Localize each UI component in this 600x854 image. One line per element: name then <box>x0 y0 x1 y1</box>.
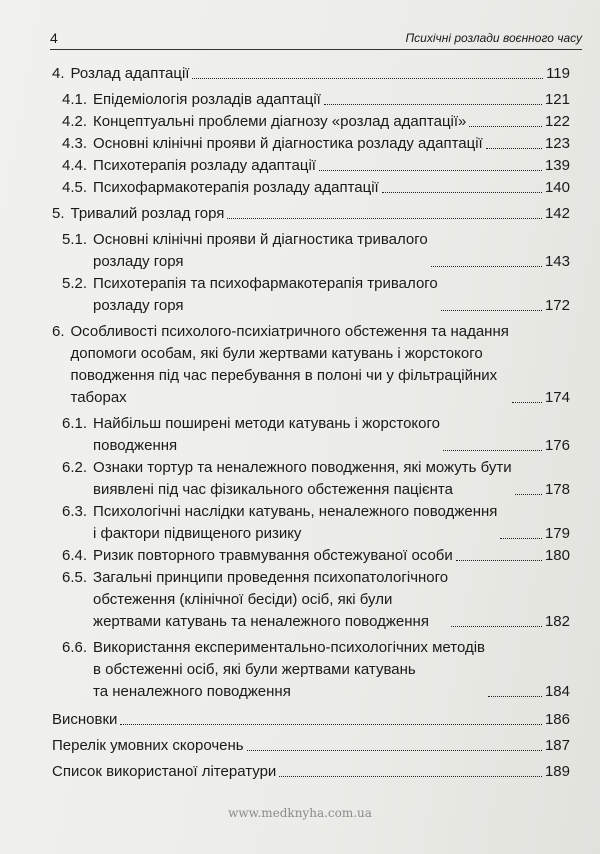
toc-leader-dots <box>441 310 542 311</box>
toc-entry-line: поводження під час перебування в полоні чи у фільтраційних <box>70 367 498 384</box>
toc-entry-number: 6. <box>52 323 65 340</box>
toc-entry-line: Психотерапія розладу адаптації <box>93 157 316 174</box>
toc-entry-title <box>52 321 509 409</box>
toc-entry-title <box>52 761 276 783</box>
toc-leader-dots <box>431 266 542 267</box>
toc-entry-number: 4.5. <box>62 179 88 196</box>
toc-entry-line: Розлад адаптації <box>70 65 190 82</box>
toc-entry-title <box>62 501 497 545</box>
toc-entry-page: 119 <box>546 65 570 82</box>
toc-entry-number: 6.6. <box>62 639 88 656</box>
toc-entry-line: Ризик повторного травмування обстежуваної особи <box>93 547 453 564</box>
toc-entry <box>52 177 570 199</box>
toc-entry <box>52 273 570 317</box>
toc-entry-line: і фактори підвищеного ризику <box>93 525 302 542</box>
toc-entry-line: виявлені під час фізикального обстеження пацієнта <box>93 481 453 498</box>
toc-leader-dots <box>456 560 542 561</box>
running-header <box>50 30 582 50</box>
toc-entry <box>52 567 570 633</box>
toc-entry-title <box>52 63 189 85</box>
toc-entry <box>52 203 570 225</box>
toc-entry-title <box>62 457 512 501</box>
toc-entry-title <box>62 177 379 199</box>
toc-entry-title <box>62 545 453 567</box>
toc-entry <box>52 321 570 409</box>
toc-entry-number: 4.1. <box>62 91 88 108</box>
toc-entry-page: 187 <box>544 737 570 754</box>
toc-leader-dots <box>227 218 542 219</box>
toc-entry-page: 143 <box>544 253 570 270</box>
toc-leader-dots <box>500 538 542 539</box>
toc-entry-line: Список використаної літератури <box>52 763 277 780</box>
toc-entry-title <box>62 413 440 457</box>
toc-entry <box>52 155 570 177</box>
toc-entry-line: поводження <box>93 437 178 454</box>
toc-entry-page: 123 <box>544 135 570 152</box>
toc-leader-dots <box>279 776 542 777</box>
toc-entry-page: 182 <box>544 613 570 630</box>
toc-leader-dots <box>512 402 542 403</box>
toc-entry-number: 5.2. <box>62 275 88 292</box>
toc-entry-page: 174 <box>544 389 570 406</box>
toc-entry-title <box>62 111 466 133</box>
toc-leader-dots <box>324 104 542 105</box>
toc-entry-number: 4.2. <box>62 113 88 130</box>
toc-entry-line: жертвами катувань та неналежного поводження <box>93 613 429 630</box>
toc-entry-line: Основні клінічні прояви й діагностика тривалого <box>93 231 428 248</box>
toc-entry-line: Ознаки тортур та неналежного поводження, які можуть бути <box>93 459 512 476</box>
toc-leader-dots <box>469 126 542 127</box>
toc-entry-number: 6.1. <box>62 415 88 432</box>
toc-entry-number: 6.2. <box>62 459 88 476</box>
toc-leader-dots <box>120 724 542 725</box>
toc-leader-dots <box>443 450 542 451</box>
toc-entry-line: Перелік умовних скорочень <box>52 737 244 754</box>
toc-entry-title <box>62 155 316 177</box>
table-of-contents <box>52 63 570 783</box>
toc-entry-number: 6.5. <box>62 569 88 586</box>
toc-entry <box>52 457 570 501</box>
toc-leader-dots <box>192 78 543 79</box>
toc-entry-page: 142 <box>544 205 570 222</box>
footer-url: www.medknyha.com.ua <box>228 806 372 820</box>
toc-entry <box>52 413 570 457</box>
toc-entry-page: 189 <box>544 763 570 780</box>
toc-entry-page: 179 <box>544 525 570 542</box>
toc-entry <box>52 637 570 703</box>
toc-entry-number: 5.1. <box>62 231 88 248</box>
toc-entry-line: Найбільш поширені методи катувань і жорстокого <box>93 415 440 432</box>
toc-entry-line: Загальні принципи проведення психопатологічного <box>93 569 449 586</box>
toc-entry-page: 122 <box>544 113 570 130</box>
toc-leader-dots <box>486 148 542 149</box>
toc-entry-line: Тривалий розлад горя <box>70 205 225 222</box>
toc-entry-page: 139 <box>544 157 570 174</box>
toc-entry-title <box>62 229 428 273</box>
toc-entry <box>52 133 570 155</box>
toc-entry-line: Використання експериментально-психологічних методів <box>93 639 486 656</box>
toc-entry-page: 172 <box>544 297 570 314</box>
toc-entry-title <box>52 203 224 225</box>
toc-entry-line: Психофармакотерапія розладу адаптації <box>93 179 379 196</box>
book-title: Психічні розлади воєнного часу <box>405 31 582 45</box>
toc-entry <box>52 735 570 757</box>
toc-entry-line: розладу горя <box>93 297 184 314</box>
toc-entry-number: 6.4. <box>62 547 88 564</box>
toc-entry-line: розладу горя <box>93 253 184 270</box>
toc-entry <box>52 545 570 567</box>
toc-entry-line: та неналежного поводження <box>93 683 291 700</box>
toc-entry-page: 180 <box>544 547 570 564</box>
toc-entry-line: допомоги особам, які були жертвами катувань і жорстокого <box>70 345 483 362</box>
toc-entry-title <box>62 567 448 633</box>
toc-entry <box>52 761 570 783</box>
toc-entry-number: 4.3. <box>62 135 88 152</box>
toc-entry-title <box>62 637 485 703</box>
toc-entry-title <box>62 133 483 155</box>
toc-leader-dots <box>247 750 542 751</box>
toc-entry-page: 178 <box>544 481 570 498</box>
toc-entry-number: 5. <box>52 205 65 222</box>
toc-leader-dots <box>451 626 542 627</box>
toc-leader-dots <box>488 696 542 697</box>
toc-entry-page: 184 <box>544 683 570 700</box>
toc-entry-line: Особливості психолого-психіатричного обстеження та надання <box>70 323 509 340</box>
toc-entry-line: Психотерапія та психофармакотерапія тривалого <box>93 275 438 292</box>
toc-entry-line: обстеження (клінічної бесіди) осіб, які були <box>93 591 393 608</box>
toc-entry <box>52 501 570 545</box>
toc-leader-dots <box>319 170 542 171</box>
toc-entry <box>52 229 570 273</box>
toc-entry-line: Епідеміологія розладів адаптації <box>93 91 321 108</box>
toc-entry-number: 4. <box>52 65 65 82</box>
toc-entry-page: 176 <box>544 437 570 454</box>
toc-entry <box>52 111 570 133</box>
toc-entry-line: Висновки <box>52 711 118 728</box>
toc-entry-number: 4.4. <box>62 157 88 174</box>
page-number: 4 <box>50 30 58 46</box>
toc-entry-line: Психологічні наслідки катувань, неналежного поводження <box>93 503 498 520</box>
toc-entry-title <box>52 735 244 757</box>
toc-entry-page: 121 <box>544 91 570 108</box>
toc-entry <box>52 89 570 111</box>
toc-entry <box>52 709 570 731</box>
toc-entry-title <box>52 709 117 731</box>
toc-entry-line: Основні клінічні прояви й діагностика розладу адаптації <box>93 135 483 152</box>
toc-entry-number: 6.3. <box>62 503 88 520</box>
toc-entry-title <box>62 273 438 317</box>
toc-entry-page: 140 <box>544 179 570 196</box>
toc-entry-line: в обстеженні осіб, які були жертвами катувань <box>93 661 416 678</box>
toc-leader-dots <box>515 494 542 495</box>
toc-entry-line: таборах <box>70 389 127 406</box>
toc-entry <box>52 63 570 85</box>
toc-entry-page: 186 <box>544 711 570 728</box>
toc-leader-dots <box>382 192 542 193</box>
toc-entry-line: Концептуальні проблеми діагнозу «розлад адаптації» <box>93 113 467 130</box>
toc-entry-title <box>62 89 321 111</box>
